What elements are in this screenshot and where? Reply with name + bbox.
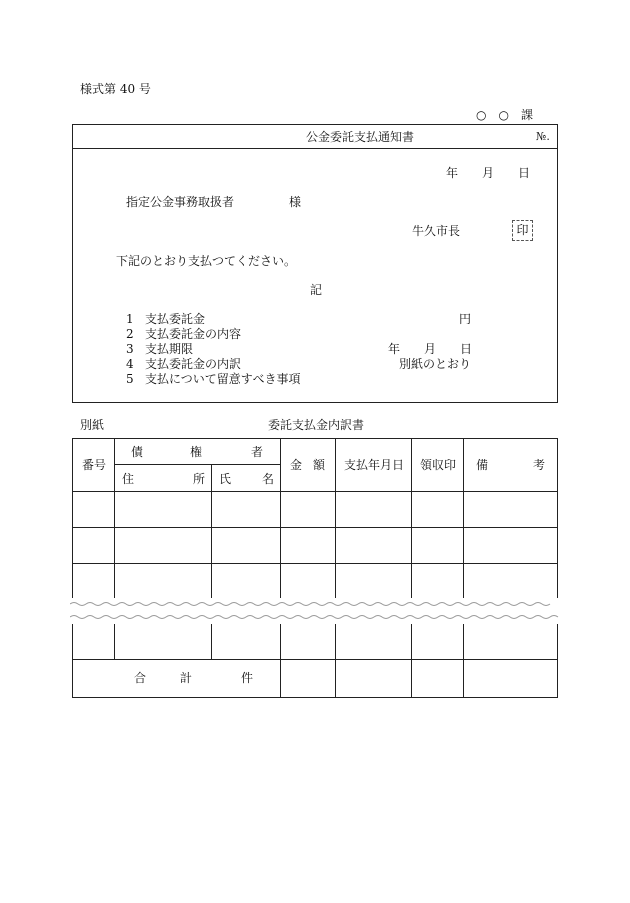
item-value: 円 bbox=[459, 312, 472, 326]
header-address-char: 所 bbox=[193, 472, 206, 486]
total-char: 計 bbox=[180, 671, 193, 685]
notice-number-label: №. bbox=[536, 130, 550, 143]
column-divider bbox=[211, 464, 212, 660]
seal-label: 印 bbox=[516, 223, 529, 237]
header-amount-char: 額 bbox=[313, 458, 326, 472]
item-number: 4 bbox=[126, 357, 134, 371]
table-break-wave bbox=[70, 598, 560, 624]
item-number: 1 bbox=[126, 312, 134, 326]
header-remarks-char: 備 bbox=[476, 458, 489, 472]
column-divider bbox=[335, 438, 336, 698]
total-count-label: 件 bbox=[241, 671, 254, 685]
form-number: 様式第 40 号 bbox=[80, 82, 151, 96]
column-divider bbox=[463, 438, 464, 698]
item-label: 支払委託金の内容 bbox=[145, 327, 242, 341]
addressee-honorific: 様 bbox=[289, 195, 302, 209]
header-number: 番号 bbox=[82, 458, 107, 472]
header-name-char: 名 bbox=[262, 472, 275, 486]
item-value: 年 月 日 bbox=[388, 342, 473, 356]
item-label: 支払について留意すべき事項 bbox=[145, 372, 301, 386]
item-number: 5 bbox=[126, 372, 134, 386]
header-remarks-char: 考 bbox=[533, 458, 546, 472]
item-number: 2 bbox=[126, 327, 134, 341]
column-divider bbox=[114, 438, 115, 660]
ki-label: 記 bbox=[310, 283, 323, 297]
header-creditor-char: 権 bbox=[190, 445, 203, 459]
item-label: 支払委託金の内訳 bbox=[145, 357, 242, 371]
seal-stamp bbox=[512, 220, 533, 241]
item-value: 別紙のとおり bbox=[399, 357, 472, 371]
item-label: 支払期限 bbox=[145, 342, 194, 356]
item-number: 3 bbox=[126, 342, 134, 356]
notice-intro: 下記のとおり支払つてください。 bbox=[116, 254, 297, 268]
row-divider bbox=[72, 563, 558, 564]
row-divider bbox=[72, 659, 558, 660]
total-char: 合 bbox=[134, 671, 147, 685]
header-bottom-line bbox=[72, 491, 558, 492]
header-creditor-char: 者 bbox=[251, 445, 264, 459]
column-divider bbox=[411, 438, 412, 698]
notice-date-day: 日 bbox=[518, 166, 531, 180]
department-label: ○ ○ 課 bbox=[476, 108, 533, 122]
attachment-title: 委託支払金内訳書 bbox=[268, 418, 365, 432]
header-receipt-seal: 領収印 bbox=[420, 458, 457, 472]
item-label: 支払委託金 bbox=[145, 312, 206, 326]
notice-title-divider bbox=[72, 148, 558, 149]
attachment-label: 別紙 bbox=[80, 418, 105, 432]
creditor-subheader-divider bbox=[114, 464, 280, 465]
issuer: 牛久市長 bbox=[412, 224, 461, 238]
column-divider bbox=[280, 438, 281, 698]
row-divider bbox=[72, 527, 558, 528]
addressee: 指定公金事務取扱者 bbox=[126, 195, 235, 209]
notice-title: 公金委託支払通知書 bbox=[306, 130, 415, 144]
notice-date-year: 年 bbox=[446, 166, 459, 180]
header-creditor-char: 債 bbox=[131, 445, 144, 459]
header-address-char: 住 bbox=[122, 472, 135, 486]
header-pay-date: 支払年月日 bbox=[344, 458, 405, 472]
header-amount-char: 金 bbox=[290, 458, 303, 472]
notice-date-month: 月 bbox=[482, 166, 495, 180]
header-name-char: 氏 bbox=[219, 472, 232, 486]
